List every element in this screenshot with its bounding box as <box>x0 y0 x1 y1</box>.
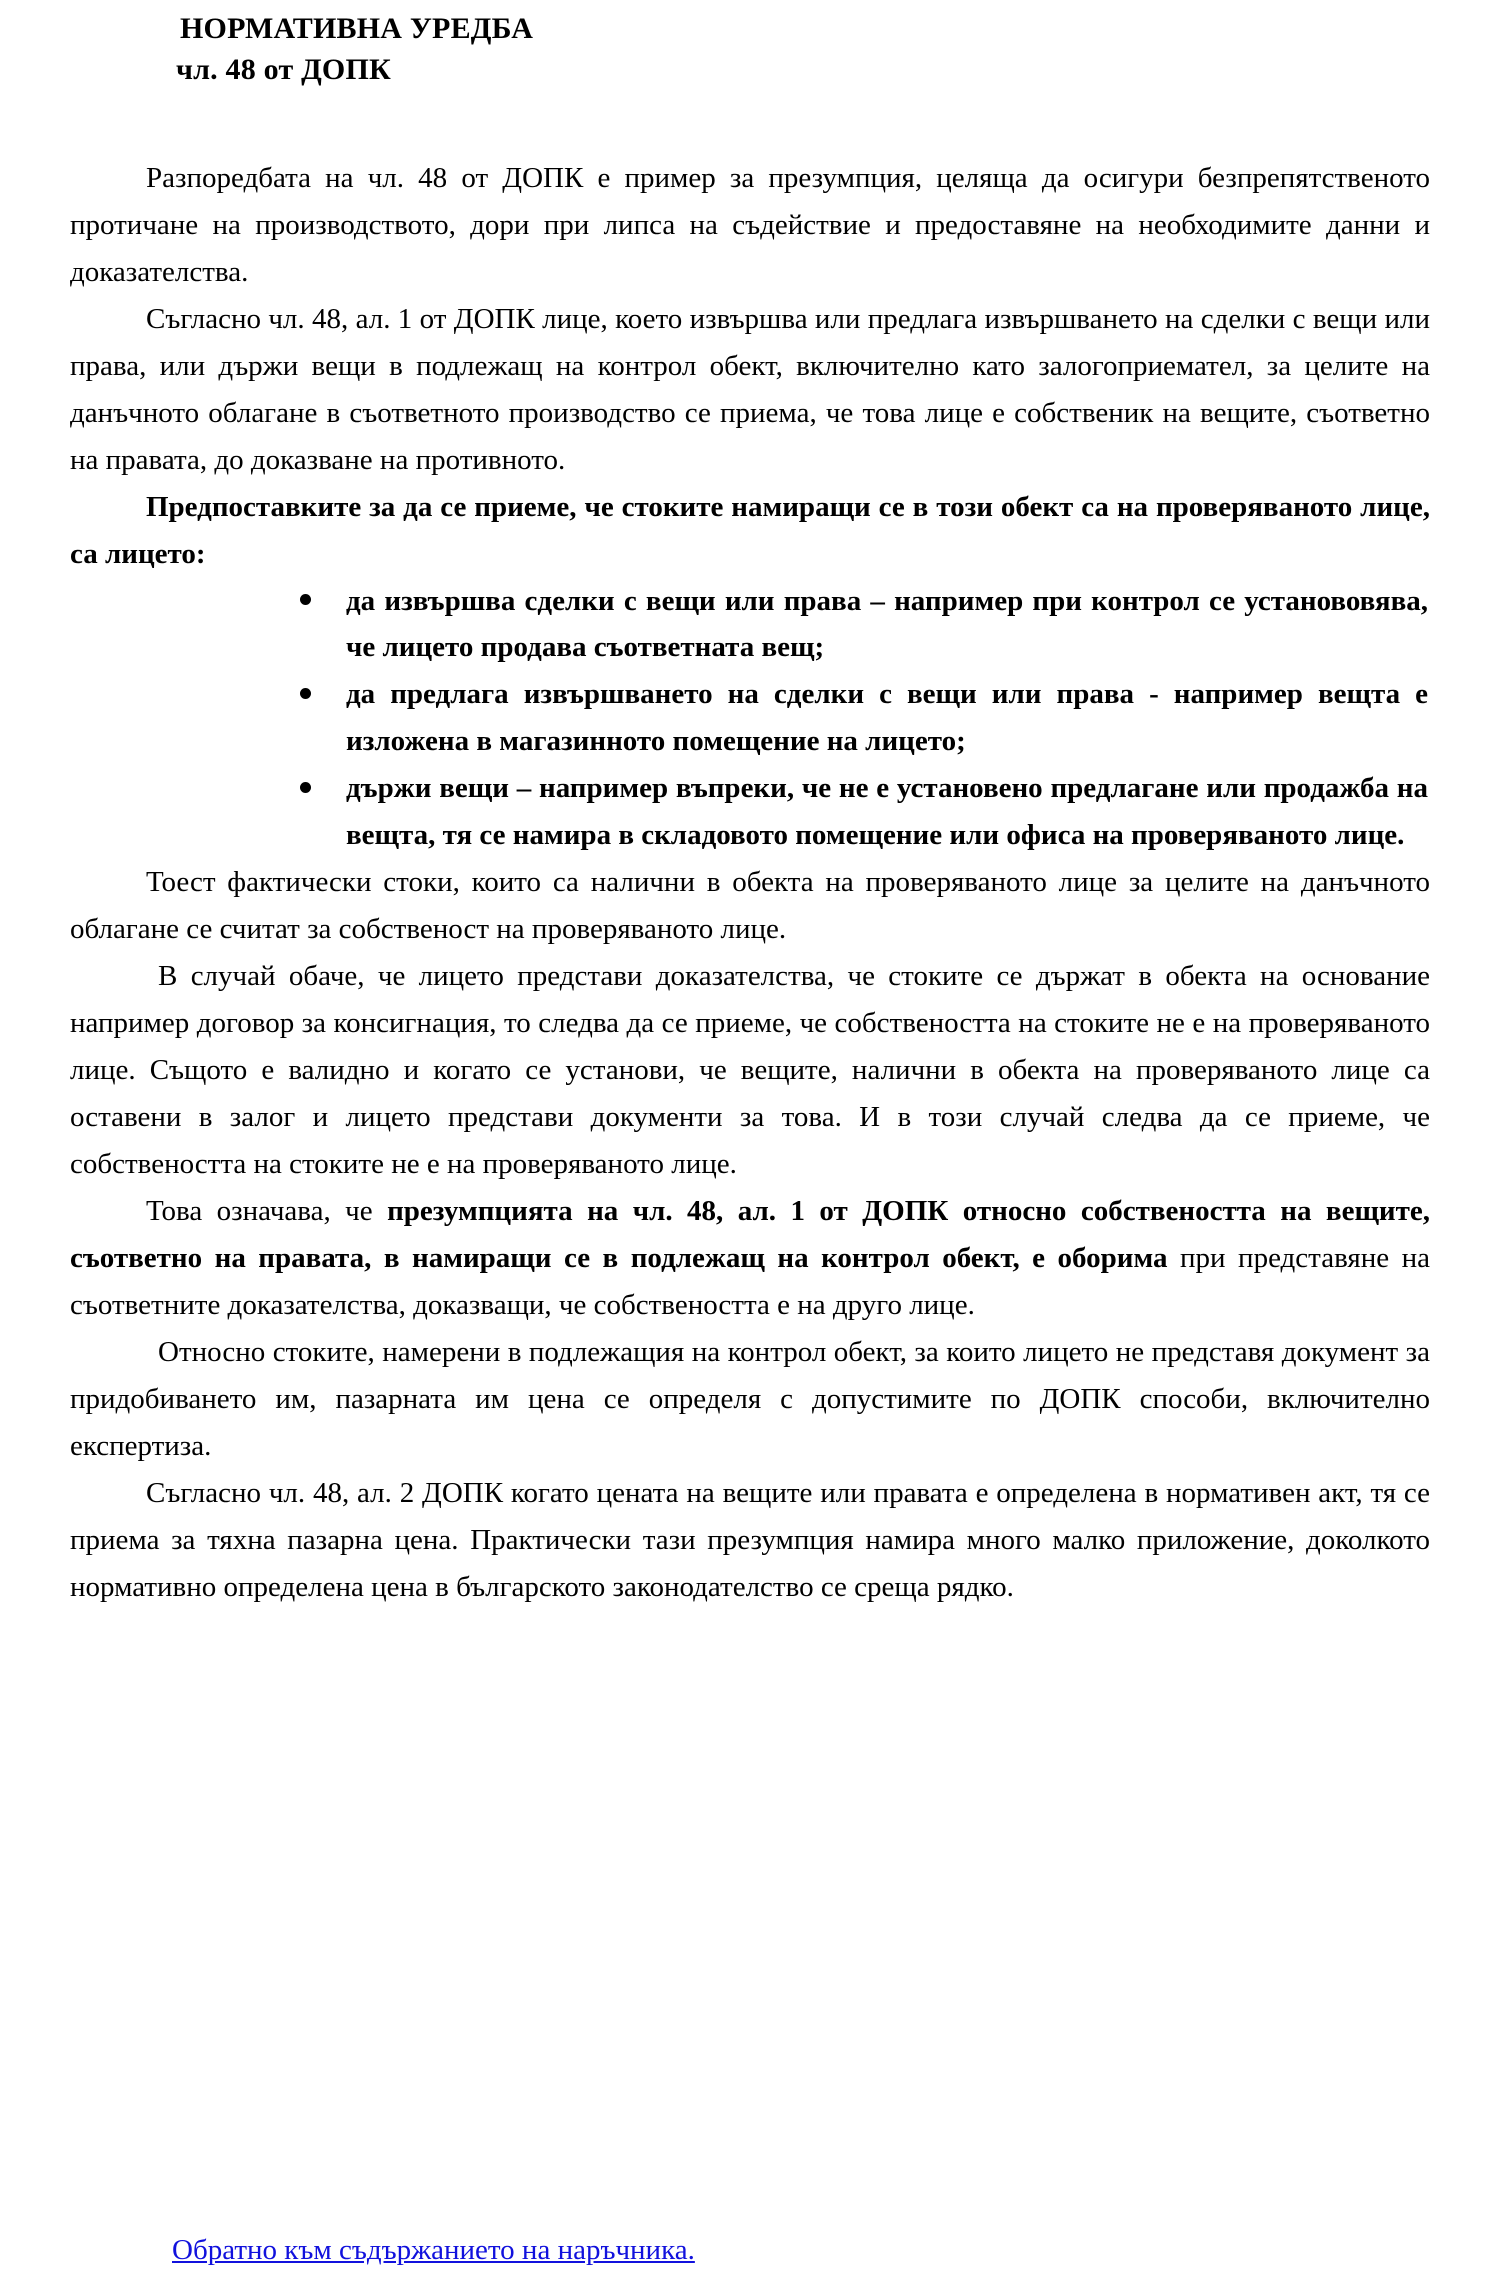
paragraph-3-bold-intro: Предпоставките за да се приеме, че стоките намиращи се в този обект са на проверяваното лице, са лицето: <box>70 490 1430 570</box>
list-item-label: държи вещи – например въпреки, че не е установено предлагане или продажба на вещта, тя се намира в складовото помещение или офиса на проверяваното лице. <box>346 772 1428 852</box>
paragraph-6-emphasis: презумпцията на чл. 48, ал. 1 от ДОПК относно собствеността на вещите, съответно на правата, в намиращи се в подлежащ на контрол обект, е оборима <box>70 1195 1430 1275</box>
list-item-label: да извършва сделки с вещи или права – например при контрол се установовява, че лицето продава съответната вещ; <box>346 584 1428 664</box>
paragraph-1: Разпоредбата на чл. 48 от ДОПК е пример за презумпция, целяща да осигури безпрепятственото протичане на производството, дори при липса на съдействие и предоставяне на необходимите данни и доказателства. <box>70 161 1430 288</box>
paragraph-2: Съгласно чл. 48, ал. 1 от ДОПК лице, което извършва или предлага извършването на сделки с вещи или права, или държи вещи в подлежащ на контрол обект, включително като залогоприемател, за целите на данъчното облагане в съответното производство се приема, че това лице е собственик на вещите, съответно на правата, до доказване на противното. <box>70 302 1430 476</box>
bullet-dot-icon <box>300 594 311 605</box>
page-title: НОРМАТИВНА УРЕДБА <box>180 12 534 45</box>
paragraph-6-lead: Това означава, че <box>146 1195 388 1228</box>
document-content <box>70 0 1430 1611</box>
back-to-contents-link[interactable]: Обратно към съдържанието на наръчника. <box>172 2234 695 2266</box>
paragraph-8: Съгласно чл. 48, ал. 2 ДОПК когато цената на вещите или правата е определена в нормативен акт, тя се приема за тяхна пазарна цена. Практически тази презумпция намира много малко приложение, доколкото нормативно определена цена в българското законодателство се среща рядко. <box>70 1476 1430 1603</box>
paragraph-4: Тоест фактически стоки, които са налични в обекта на проверяваното лице за целите на данъчното облагане се считат за собственост на проверяваното лице. <box>70 866 1430 946</box>
page-subtitle: чл. 48 от ДОПК <box>176 53 391 87</box>
list-item <box>70 671 1430 765</box>
paragraph-5: В случай обаче, че лицето представи доказателства, че стоките се държат в обекта на основание например договор за консигнация, то следва да се приеме, че собствеността на стоките не е на проверяваното лице. Същото е валидно и когато се установи, че вещите, налични в обекта на проверяваното лице са оставени в залог и лицето представи документи за това. И в този случай следва да се приеме, че собствеността на стоките не е на проверяваното лице. <box>70 960 1430 1181</box>
paragraph-6-tail: при представяне на съответните доказателства, доказващи, че собствеността е на друго лице. <box>70 1242 1430 1322</box>
document-title-block <box>70 0 1430 91</box>
list-item-label: да предлага извършването на сделки с вещи или права - например вещта е изложена в магазинното помещение на лицето; <box>346 678 1428 758</box>
paragraph-6 <box>70 1188 1430 1329</box>
conditions-bullet-list <box>70 578 1430 860</box>
list-item <box>70 765 1430 859</box>
paragraph-7: Относно стоките, намерени в подлежащия на контрол обект, за които лицето не представя документ за придобиването им, пазарната им цена се определя с допустимите по ДОПК способи, включително експертиза. <box>70 1336 1430 1462</box>
bullet-dot-icon <box>300 688 311 699</box>
list-item <box>70 578 1430 672</box>
bullet-dot-icon <box>300 782 311 793</box>
